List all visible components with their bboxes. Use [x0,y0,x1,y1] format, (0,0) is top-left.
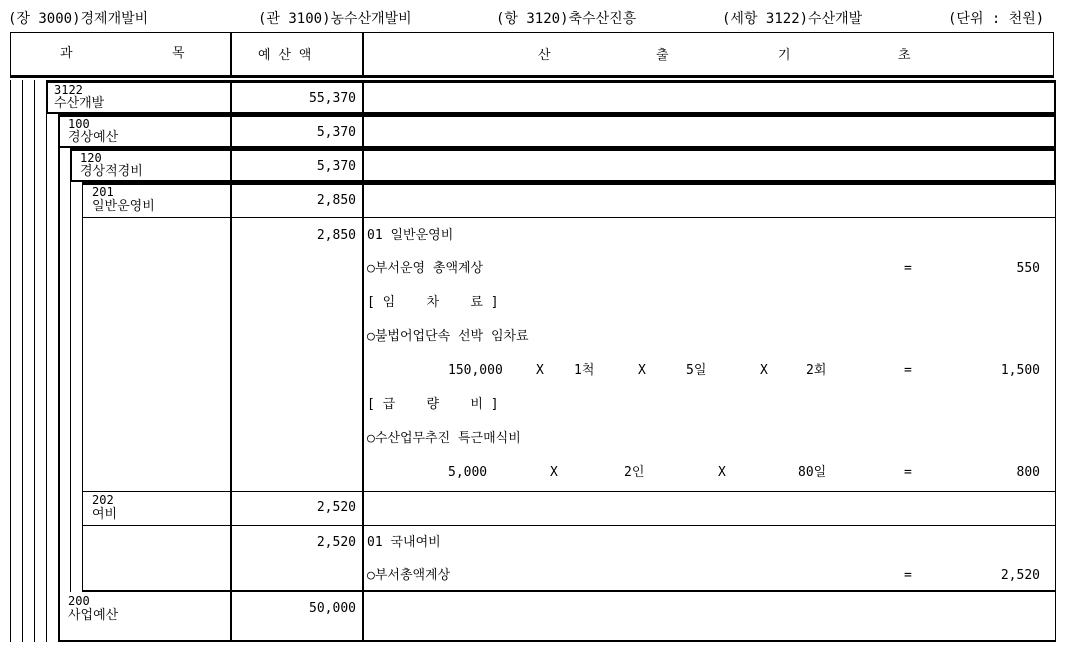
detail-line: [ 임 차 료 ] [367,295,499,310]
header-divider-1 [230,32,232,78]
unit-label: (단위 : 천원) [948,11,1045,27]
detail-equals: = [904,261,912,276]
detail-line: ○수산업무추진 특근매식비 [367,431,521,446]
detail-term: 2인 [624,465,645,480]
detail-line: 01 일반운영비 [367,228,454,243]
row-code: 200 [68,594,90,608]
row-120 [70,148,1056,182]
detail-times: X [638,363,646,378]
indent-rule-1 [10,80,11,642]
row-201 [82,182,1056,218]
row-name: 일반운영비 [92,199,155,214]
column-basis-4: 초 [898,48,911,63]
row-amount: 2,520 [316,500,356,515]
row-100 [58,114,1056,148]
detail-line: [ 급 량 비 ] [367,397,499,412]
detail-times: X [718,465,726,480]
detail-amount: 2,850 [316,228,356,243]
row-3122 [46,80,1056,114]
row-amount: 5,370 [316,125,356,140]
row-name: 경상적경비 [80,164,143,179]
detail-value: 550 [1016,261,1040,276]
detail-line: ○불법어업단속 선박 임차료 [367,329,529,344]
detail-times: X [760,363,768,378]
detail-201 [82,218,1056,492]
gwan-label: (관 3100)농수산개발비 [258,11,412,27]
column-subject-a: 과 [60,46,73,61]
indent-rule-3 [34,80,35,642]
indent-rule-6 [70,148,71,592]
detail-line: 01 국내여비 [367,535,441,550]
jang-label: (장 3000)경제개발비 [8,11,149,27]
column-subject-b: 목 [172,46,185,61]
column-divider-budget [230,80,232,642]
row-name: 수산개발 [54,96,105,111]
hang-label: (항 3120)축수산진흥 [496,11,637,27]
column-basis-1: 산 [538,48,551,63]
detail-term: 5일 [686,363,707,378]
detail-times: X [550,465,558,480]
detail-value: 800 [1016,465,1040,480]
detail-equals: = [904,465,912,480]
row-amount: 2,850 [316,193,356,208]
detail-value: 1,500 [1000,363,1040,378]
row-amount: 55,370 [309,91,356,106]
detail-term: 80일 [798,465,827,480]
row-amount: 5,370 [316,159,356,174]
row-name: 사업예산 [68,608,119,623]
row-code: 3122 [54,83,83,97]
column-basis-3: 기 [778,48,791,63]
detail-term: 1척 [574,363,595,378]
column-basis-2: 출 [656,48,669,63]
row-code: 120 [80,151,102,165]
row-name: 여비 [92,507,118,522]
detail-amount: 2,520 [316,535,356,550]
row-code: 202 [92,493,114,507]
detail-times: X [536,363,544,378]
detail-term: 2회 [806,363,827,378]
detail-equals: = [904,363,912,378]
row-200 [58,592,1056,642]
row-code: 100 [68,117,90,131]
sehang-label: (세항 3122)수산개발 [722,11,863,27]
row-202 [82,492,1056,526]
row-name: 경상예산 [68,130,119,145]
indent-rule-2 [22,80,23,642]
detail-equals: = [904,568,912,583]
header-divider-2 [362,32,364,78]
row-code: 201 [92,185,114,199]
column-divider-basis [362,80,364,642]
detail-term: 150,000 [448,363,503,378]
row-amount: 50,000 [309,601,356,616]
column-budget: 예 산 액 [258,48,312,63]
indent-rule-4 [46,80,47,642]
detail-value: 2,520 [1000,568,1040,583]
detail-line: ○부서운영 총액계상 [367,261,484,276]
indent-rule-5 [58,114,60,642]
detail-line: ○부서총액계상 [367,568,451,583]
detail-term: 5,000 [448,465,488,480]
